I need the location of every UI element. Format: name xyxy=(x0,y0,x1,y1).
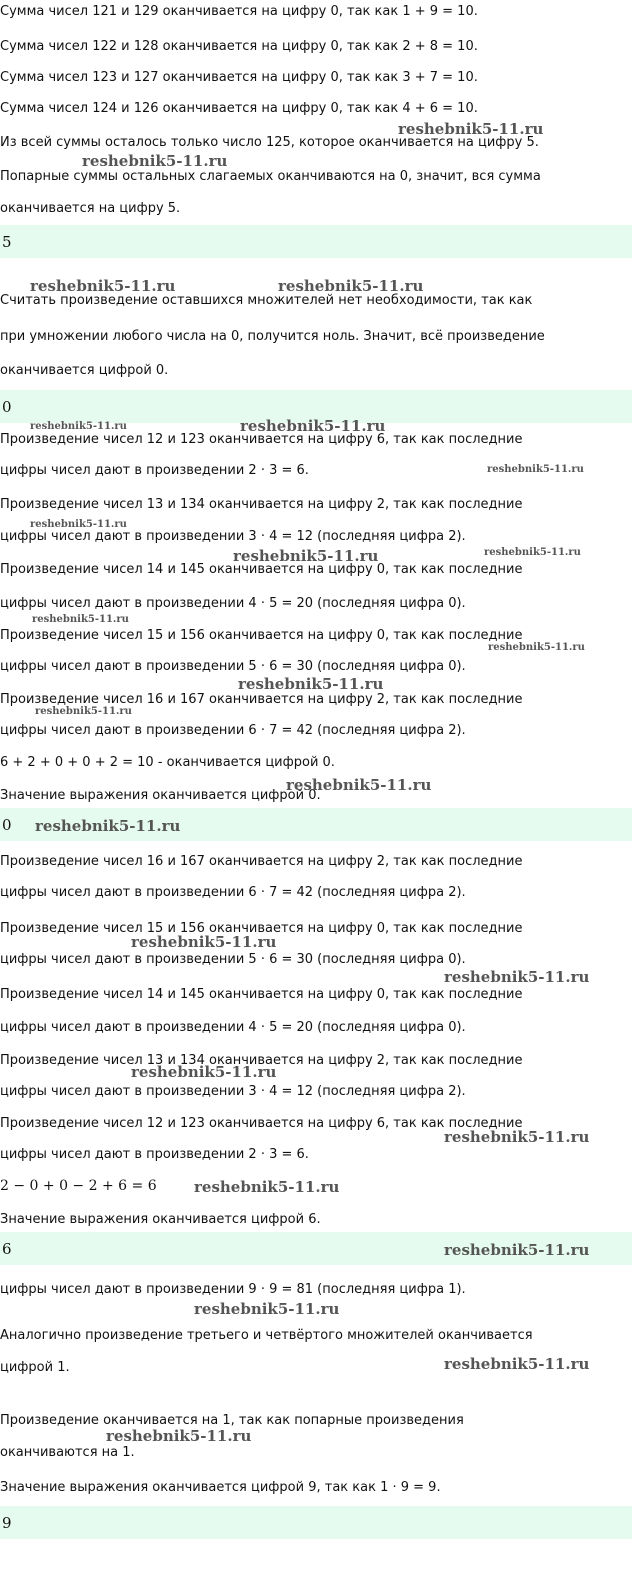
text-line: цифрой 1. xyxy=(0,1360,70,1375)
text-line: цифры чисел дают в произведении 4 · 5 = 20 (последняя цифра 0). xyxy=(0,596,466,611)
watermark: reshebnik5-11.ru xyxy=(30,421,127,432)
watermark: reshebnik5-11.ru xyxy=(233,547,379,565)
text-line: Произведение чисел 12 и 123 оканчивается на цифру 6, так как последние xyxy=(0,1116,523,1131)
answer-value: 9 xyxy=(2,1514,12,1532)
text-line: Произведение чисел 15 и 156 оканчивается на цифру 0, так как последние xyxy=(0,921,523,936)
watermark: reshebnik5-11.ru xyxy=(444,1355,590,1373)
watermark: reshebnik5-11.ru xyxy=(238,675,384,693)
watermark: reshebnik5-11.ru xyxy=(240,417,386,435)
watermark: reshebnik5-11.ru xyxy=(278,277,424,295)
watermark: reshebnik5-11.ru xyxy=(35,817,181,835)
text-line: Сумма чисел 124 и 126 оканчивается на цифру 0, так как 4 + 6 = 10. xyxy=(0,101,478,116)
answer-box xyxy=(0,225,632,258)
text-line: цифры чисел дают в произведении 2 · 3 = 6. xyxy=(0,1147,309,1162)
text-line: Значение выражения оканчивается цифрой 9, так как 1 · 9 = 9. xyxy=(0,1480,441,1495)
text-line: Произведение чисел 15 и 156 оканчивается на цифру 0, так как последние xyxy=(0,628,523,643)
text-line: цифры чисел дают в произведении 3 · 4 = 12 (последняя цифра 2). xyxy=(0,1084,466,1099)
formula-line: 2 − 0 + 0 − 2 + 6 = 6 xyxy=(0,1178,157,1194)
watermark: reshebnik5-11.ru xyxy=(286,776,432,794)
text-line: при умножении любого числа на 0, получится ноль. Значит, всё произведение xyxy=(0,329,545,344)
watermark: reshebnik5-11.ru xyxy=(444,1128,590,1146)
watermark: reshebnik5-11.ru xyxy=(194,1178,340,1196)
watermark: reshebnik5-11.ru xyxy=(487,464,584,475)
watermark: reshebnik5-11.ru xyxy=(32,614,129,625)
text-line: Произведение чисел 14 и 145 оканчивается на цифру 0, так как последние xyxy=(0,987,523,1002)
text-line: Произведение чисел 14 и 145 оканчивается на цифру 0, так как последние xyxy=(0,562,523,577)
watermark: reshebnik5-11.ru xyxy=(30,277,176,295)
text-line: цифры чисел дают в произведении 4 · 5 = 20 (последняя цифра 0). xyxy=(0,1020,466,1035)
watermark: reshebnik5-11.ru xyxy=(35,706,132,717)
watermark: reshebnik5-11.ru xyxy=(488,642,585,653)
answer-value: 6 xyxy=(2,1240,12,1258)
text-line: Произведение чисел 13 и 134 оканчивается на цифру 2, так как последние xyxy=(0,497,523,512)
answer-box xyxy=(0,1506,632,1539)
text-line: оканчивается на цифру 5. xyxy=(0,201,181,216)
text-line: цифры чисел дают в произведении 5 · 6 = 30 (последняя цифра 0). xyxy=(0,952,466,967)
text-line: Произведение чисел 13 и 134 оканчивается на цифру 2, так как последние xyxy=(0,1053,523,1068)
watermark: reshebnik5-11.ru xyxy=(82,152,228,170)
text-line: Значение выражения оканчивается цифрой 6. xyxy=(0,1212,321,1227)
text-line: Сумма чисел 121 и 129 оканчивается на цифру 0, так как 1 + 9 = 10. xyxy=(0,4,478,19)
text-line: Сумма чисел 123 и 127 оканчивается на цифру 0, так как 3 + 7 = 10. xyxy=(0,70,478,85)
watermark: reshebnik5-11.ru xyxy=(444,1241,590,1259)
text-line: цифры чисел дают в произведении 3 · 4 = 12 (последняя цифра 2). xyxy=(0,529,466,544)
text-line: Произведение оканчивается на 1, так как попарные произведения xyxy=(0,1413,464,1428)
text-line: Произведение чисел 16 и 167 оканчивается на цифру 2, так как последние xyxy=(0,692,523,707)
answer-value: 0 xyxy=(2,398,12,416)
text-line: Попарные суммы остальных слагаемых оканчиваются на 0, значит, вся сумма xyxy=(0,169,541,184)
watermark: reshebnik5-11.ru xyxy=(444,968,590,986)
text-line: Аналогично произведение третьего и четвёртого множителей оканчивается xyxy=(0,1328,533,1343)
text-line: Считать произведение оставшихся множителей нет необходимости, так как xyxy=(0,293,533,308)
text-line: цифры чисел дают в произведении 5 · 6 = 30 (последняя цифра 0). xyxy=(0,659,466,674)
watermark: reshebnik5-11.ru xyxy=(131,1063,277,1081)
text-line: оканчиваются на 1. xyxy=(0,1445,135,1460)
answer-value: 0 xyxy=(2,816,12,834)
text-line: Сумма чисел 122 и 128 оканчивается на цифру 0, так как 2 + 8 = 10. xyxy=(0,39,478,54)
watermark: reshebnik5-11.ru xyxy=(106,1427,252,1445)
text-line: цифры чисел дают в произведении 9 · 9 = 81 (последняя цифра 1). xyxy=(0,1282,466,1297)
watermark: reshebnik5-11.ru xyxy=(194,1300,340,1318)
text-line: оканчивается цифрой 0. xyxy=(0,363,169,378)
text-line: 6 + 2 + 0 + 0 + 2 = 10 - оканчивается цифрой 0. xyxy=(0,755,335,770)
text-line: цифры чисел дают в произведении 6 · 7 = 42 (последняя цифра 2). xyxy=(0,885,466,900)
answer-value: 5 xyxy=(2,233,12,251)
watermark: reshebnik5-11.ru xyxy=(398,120,544,138)
watermark: reshebnik5-11.ru xyxy=(30,519,127,530)
watermark: reshebnik5-11.ru xyxy=(131,933,277,951)
text-line: цифры чисел дают в произведении 6 · 7 = 42 (последняя цифра 2). xyxy=(0,723,466,738)
text-line: Произведение чисел 12 и 123 оканчивается на цифру 6, так как последние xyxy=(0,432,523,447)
text-line: Из всей суммы осталось только число 125, которое оканчивается на цифру 5. xyxy=(0,135,539,150)
text-line: цифры чисел дают в произведении 2 · 3 = 6. xyxy=(0,463,309,478)
watermark: reshebnik5-11.ru xyxy=(484,547,581,558)
text-line: Произведение чисел 16 и 167 оканчивается на цифру 2, так как последние xyxy=(0,854,523,869)
text-line: Значение выражения оканчивается цифрой 0. xyxy=(0,788,321,803)
